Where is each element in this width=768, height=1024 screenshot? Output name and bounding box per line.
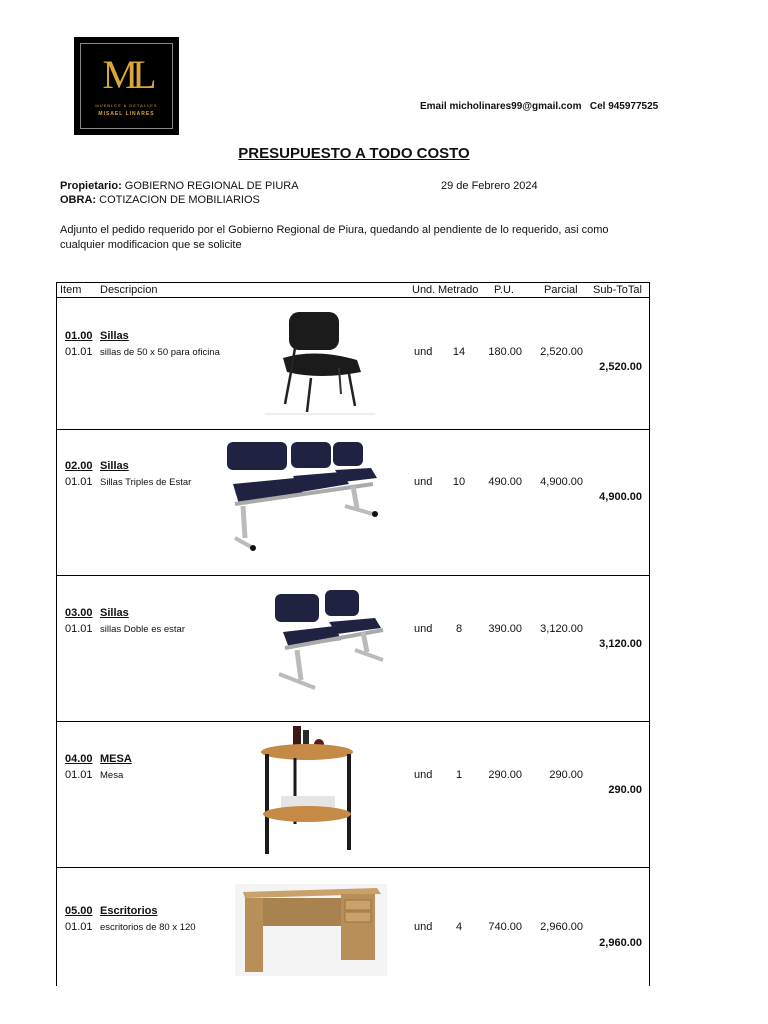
item-description: Sillas Triples de Estar [100,477,192,488]
work-line [60,194,260,206]
logo-tagline: MUEBLES & DETALLES [95,103,158,108]
item-subtotal: 3,120.00 [599,638,642,650]
item-parcial: 290.00 [549,769,583,781]
item-name: Sillas [100,607,129,619]
item-unit: und [414,476,433,488]
email-label: Email [420,101,447,112]
contact-info [420,101,658,112]
item-unit-price: 390.00 [488,623,522,635]
phone-value: 945977525 [608,101,659,112]
item-subtotal: 290.00 [608,784,642,796]
table-row [56,430,650,576]
table-header [56,282,650,298]
table-row [56,722,650,868]
work-label: OBRA: [60,194,97,206]
item-unit-price: 290.00 [488,769,522,781]
owner-line [60,180,299,192]
item-code: 02.00 [65,460,93,472]
header-subtotal: Sub-ToTal [593,284,642,296]
item-code: 01.00 [65,330,93,342]
item-parcial: 3,120.00 [540,623,583,635]
document-title: PRESUPUESTO A TODO COSTO [238,145,470,162]
header-description: Descripcion [100,284,158,296]
item-quantity: 1 [455,769,463,781]
item-quantity: 10 [452,476,466,488]
item-parcial: 2,520.00 [540,346,583,358]
item-parcial: 4,900.00 [540,476,583,488]
item-subtotal: 2,960.00 [599,937,642,949]
header-unit-price: P.U. [494,284,514,296]
item-description: sillas Doble es estar [100,624,186,635]
item-unit: und [414,623,433,635]
desk-image [235,884,387,976]
intro-paragraph: Adjunto el pedido requerido por el Gobierno Regional de Piura, quedando al pendiente de lo requerido, asi como cualquier modificacion que se solicite [60,224,609,251]
item-unit-price: 740.00 [488,921,522,933]
item-unit: und [414,921,433,933]
work-value: COTIZACION DE MOBILIARIOS [99,194,260,206]
logo-monogram: ML [102,52,151,97]
item-subtotal: 2,520.00 [599,361,642,373]
item-name: Escritorios [100,905,158,917]
header-item: Item [60,284,82,296]
item-description: sillas de 50 x 50 para oficina [100,347,220,358]
item-quantity: 4 [455,921,463,933]
owner-value: GOBIERNO REGIONAL DE PIURA [124,180,299,192]
item-code: 04.00 [65,753,93,765]
round-table-image [257,724,359,858]
header-unit: Und. [412,284,436,296]
item-name: MESA [100,753,132,765]
item-unit: und [414,346,433,358]
subitem-code: 01.01 [65,769,93,781]
table-row [56,868,650,986]
item-description: escritorios de 80 x 120 [100,922,196,933]
double-bench-image [271,588,393,694]
item-description: Mesa [100,770,124,781]
table-row [56,576,650,722]
header-parcial: Parcial [544,284,578,296]
item-quantity: 8 [455,623,463,635]
item-code: 03.00 [65,607,93,619]
subitem-code: 01.01 [65,623,93,635]
item-unit-price: 180.00 [488,346,522,358]
item-parcial: 2,960.00 [540,921,583,933]
phone-label: Cel [589,101,606,112]
item-name: Sillas [100,460,129,472]
item-unit-price: 490.00 [488,476,522,488]
item-quantity: 14 [452,346,466,358]
triple-bench-image [223,438,385,554]
office-chair-image [265,308,375,416]
table-row [56,298,650,430]
item-code: 05.00 [65,905,93,917]
document-date: 29 de Febrero 2024 [441,180,538,192]
subitem-code: 01.01 [65,921,93,933]
header-metrado: Metrado [438,284,478,296]
owner-label: Propietario: [60,180,122,192]
item-unit: und [414,769,433,781]
email-value: micholinares99@gmail.com [449,101,582,112]
item-subtotal: 4,900.00 [599,491,642,503]
subitem-code: 01.01 [65,346,93,358]
logo-name: MISAEL LINARES [98,111,155,117]
item-name: Sillas [100,330,129,342]
subitem-code: 01.01 [65,476,93,488]
company-logo [74,37,179,135]
